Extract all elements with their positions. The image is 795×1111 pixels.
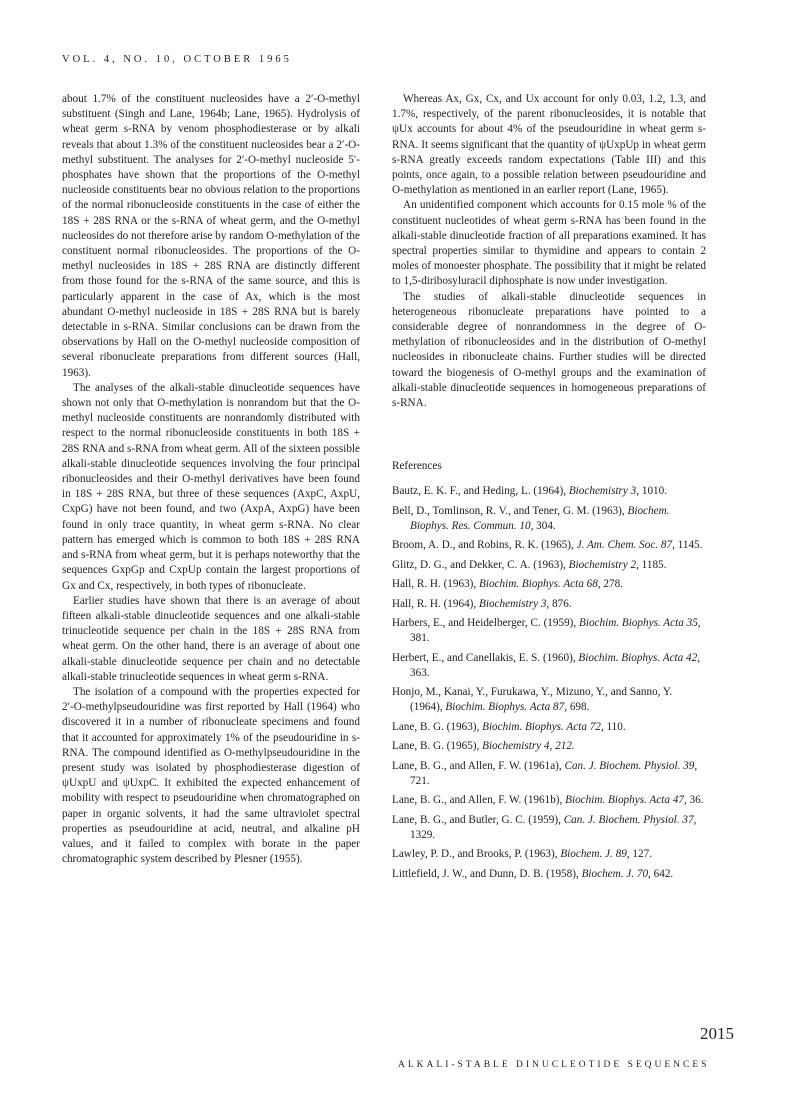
reference-item — [392, 504, 706, 534]
reference-pages: 36. — [686, 794, 704, 807]
reference-journal: Biochim. Biophys. Acta 35, — [579, 617, 701, 630]
reference-item — [392, 793, 706, 808]
reference-pages: 381. — [410, 632, 430, 645]
reference-authors: Hall, R. H. (1963), — [392, 578, 480, 591]
references-heading: References — [392, 460, 442, 473]
reference-pages: 363. — [410, 666, 430, 679]
body-paragraph: The analyses of the alkali-stable dinucleotide sequences have shown not only that O-methylation is nonrandom but that the O-methyl nucleoside constituents are nonrandomly distributed with respect to the normal ribonucleoside constituents in both 18S + 28S RNA and s-RNA from wheat germ. All of the sixteen possible alkali-stable dinucleotide sequences involving the four principal ribonucleosides and their O-methyl derivatives have been found in 18S + 28S RNA, but three of these sequences (AxpC, AxpU, CxpG) have not been found, and two (AxpA, AxpG) have been found in only trace quantity, in wheat germ s-RNA. No clear pattern has emerged which is common to both 18S + 28S RNA and s-RNA from wheat germ, but it is perhaps noteworthy that the sequences GxpGp and CxpUp contain the largest proportions of Gx and Cx, respectively, in both types of ribonucleate. — [62, 381, 360, 592]
reference-journal: Biochemistry 4, 212. — [482, 740, 575, 753]
reference-authors: Lane, B. G. (1965), — [392, 740, 483, 753]
reference-journal: Can. J. Biochem. Physiol. 39, — [564, 759, 698, 772]
reference-authors: Lane, B. G., and Allen, F. W. (1961b), — [392, 794, 566, 807]
reference-item — [392, 685, 706, 715]
reference-pages: 698. — [567, 701, 590, 714]
reference-item — [392, 813, 706, 843]
reference-pages: 278. — [600, 578, 623, 591]
reference-journal: Biochim. Biophys. Acta 42, — [578, 651, 701, 664]
reference-journal: Biochem. J. 70, — [581, 867, 651, 880]
reference-authors: Bell, D., Tomlinson, R. V., and Tener, G. M. (1963), — [392, 504, 628, 517]
body-paragraph: Earlier studies have shown that there is an average of about fifteen alkali-stable dinucleotide sequences and one alkali-stable trinucleotide sequence per chain in the 18S + 28S RNA from wheat germ. On the other hand, there is an average of about one alkali-stable dinucleotide sequence per chain and no detectable alkali-stable trinucleotide sequences in wheat germ s-RNA. — [62, 594, 360, 683]
body-paragraph: about 1.7% of the constituent nucleosides have a 2′-O-methyl substituent (Singh and Lane, 1964b; Lane, 1965). Hydrolysis of wheat germ s-RNA by venom phosphodiesterase or by alkali reveals that about 1.3% of the constituent nucleosides bear a 2′-O-methyl substituent. The analyses for 2′-O-methyl nucleoside 5′-phosphates have shown that the proportions of the O-methyl nucleoside constituents bear no obvious relation to the proportions of the normal ribonucleoside constituents in the case of either the 18S + 28S RNA or the s-RNA of wheat germ, and the O-methyl nucleosides do not therefore arise by random O-methylation of the constituent normal ribonucleosides. The proportions of the O-methyl nucleosides in 18S + 28S RNA are distinctly different from those found for the s-RNA of the same source, and this is particularly apparent in the case of Ax, which is the most abundant O-methyl nucleoside in 18S + 28S RNA but is barely detectable in s-RNA. Similar conclusions can be drawn from the observations by Hall on the O-methyl nucleoside composition of several ribonucleate preparations from different sources (Hall, 1963). — [62, 93, 360, 379]
reference-item — [392, 616, 706, 646]
reference-pages: 110. — [603, 720, 626, 733]
reference-pages: 1185. — [638, 558, 667, 571]
reference-authors: Hall, R. H. (1964), — [392, 597, 480, 610]
reference-pages: 127. — [629, 848, 652, 861]
reference-authors: Lawley, P. D., and Brooks, P. (1963), — [392, 848, 561, 861]
reference-pages: 876. — [549, 597, 572, 610]
reference-authors: Bautz, E. K. F., and Heding, L. (1964), — [392, 485, 569, 498]
body-paragraph: The isolation of a compound with the properties expected for 2′-O-methylpseudouridine was first reported by Hall (1964) who discovered it in a number of ribonucleate specimens and found that it accounted for approximately 1% of the pseudouridine in s-RNA. The compound identified as O-methylpseudouridine in the present study was isolated by phosphodiesterase digestion of ψUxpU and ψUxpC. It exhibited the expected enhancement of mobility with respect to pseudouridine when chromatographed on paper in organic solvents, it had the same ultraviolet spectral properties as pseudouridine at acid, neutral, and alkaline pH values, and it failed to complex with borate in the paper chromatographic system described by Plesner (1955). — [62, 685, 360, 866]
reference-pages: 1010. — [639, 485, 668, 498]
reference-pages: 1329. — [410, 828, 436, 841]
reference-item — [392, 597, 706, 612]
reference-item — [392, 577, 706, 592]
running-foot: ALKALI-STABLE DINUCLEOTIDE SEQUENCES — [398, 1060, 710, 1070]
reference-item — [392, 720, 706, 735]
reference-pages: 304. — [533, 520, 556, 533]
reference-pages: 642. — [650, 867, 674, 880]
reference-authors: Broom, A. D., and Robins, R. K. (1965), — [392, 539, 577, 552]
reference-journal: Biochim. Biophys. Acta 87, — [445, 701, 568, 714]
reference-authors: Lane, B. G., and Butler, G. C. (1959), — [392, 813, 564, 826]
reference-journal: Biochemistry 2, — [568, 558, 639, 571]
reference-item — [392, 759, 706, 789]
reference-journal: J. Am. Chem. Soc. 87, — [576, 539, 675, 552]
page-number: 2015 — [700, 1024, 734, 1043]
reference-item — [392, 558, 706, 573]
reference-journal: Biochim. Biophys. Acta 72, — [482, 720, 604, 733]
reference-pages: 721. — [410, 774, 430, 787]
reference-authors: Harbers, E., and Heidelberger, C. (1959), — [392, 617, 579, 630]
body-paragraph: An unidentified component which accounts for 0.15 mole % of the constituent nucleotides of wheat germ s-RNA has been found in the alkali-stable dinucleotide fraction of all preparations examined. It has spectral properties similar to thymidine and appears to contain 2 moles of monoester phosphate. The possibility that it might be related to 1,5-diribosyluracil diphosphate is now under investigation. — [392, 199, 706, 288]
reference-authors: Glitz, D. G., and Dekker, C. A. (1963), — [392, 558, 569, 571]
reference-item — [392, 651, 706, 681]
reference-journal: Biochem. J. 89, — [560, 848, 630, 861]
reference-item — [392, 867, 706, 882]
reference-journal: Biochemistry 3, — [479, 597, 550, 610]
reference-pages: 1145. — [674, 539, 703, 552]
reference-journal: Can. J. Biochem. Physiol. 37, — [563, 813, 697, 826]
reference-item — [392, 538, 706, 553]
body-paragraph: Whereas Ax, Gx, Cx, and Ux account for only 0.03, 1.2, 1.3, and 1.7%, respectively, of the parent ribonucleosides, it is notable that ψUx accounts for about 4% of the pseudouridine in wheat germ s-RNA. It seems significant that the quantity of ψUxpUp in wheat germ s-RNA greatly exceeds random expectations (Table III) and this points, once again, to a possible relation between pseudouridine and O-methylation as mentioned in an earlier report (Lane, 1965). — [392, 93, 706, 197]
reference-journal: Biochemistry 3, — [568, 485, 640, 498]
reference-item — [392, 739, 706, 754]
reference-authors: Lane, B. G. (1963), — [392, 720, 483, 733]
left-column — [62, 92, 360, 867]
running-head: VOL. 4, NO. 10, OCTOBER 1965 — [62, 54, 292, 65]
reference-journal: Biochem. Biophys. Res. Commun. 10, — [410, 504, 670, 533]
reference-authors: Honjo, M., Kanai, Y., Furukawa, Y., Mizuno, Y., and Sanno, Y. (1964), — [392, 686, 673, 714]
reference-authors: Lane, B. G., and Allen, F. W. (1961a), — [392, 759, 565, 772]
references-list — [392, 484, 706, 881]
reference-item — [392, 847, 706, 862]
right-column — [392, 92, 706, 886]
reference-journal: Biochim. Biophys. Acta 68, — [479, 578, 601, 591]
reference-journal: Biochim. Biophys. Acta 47, — [565, 794, 687, 807]
reference-item — [392, 484, 706, 499]
reference-authors: Herbert, E., and Canellakis, E. S. (1960), — [392, 651, 579, 664]
reference-authors: Littlefield, J. W., and Dunn, D. B. (1958), — [392, 867, 582, 880]
body-paragraph: The studies of alkali-stable dinucleotide sequences in heterogeneous ribonucleate preparations have pointed to a considerable degree of nonrandomness in the degree of O-methylation of ribonucleosides and in the distribution of O-methyl nucleosides in ribonucleate chains. Further studies will be directed toward the biogenesis of O-methyl groups and the examination of alkali-stable dinucleotide sequences in homogeneous preparations of s-RNA. — [392, 290, 706, 410]
